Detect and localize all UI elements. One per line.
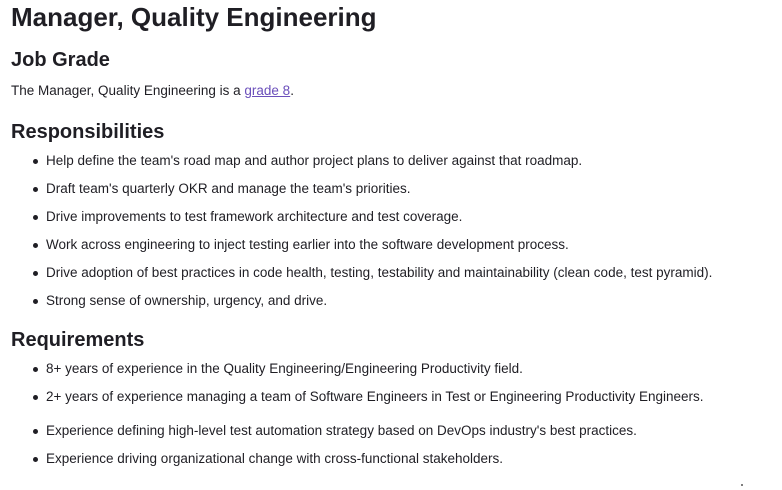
list-item-text: Experience defining high-level test automation strategy based on DevOps industry's best practices. (46, 423, 637, 438)
responsibilities-heading: Responsibilities (11, 121, 165, 143)
bullet-icon (33, 159, 38, 164)
list-item (33, 208, 773, 226)
list-item-text: 2+ years of experience managing a team of Software Engineers in Test or Engineering Productivity Engineers. (46, 389, 704, 404)
job-grade-text (11, 82, 294, 100)
list-item-text: Drive adoption of best practices in code health, testing, testability and maintainability (clean code, test pyramid). (46, 265, 713, 280)
responsibilities-list (33, 152, 773, 320)
bullet-icon (33, 215, 38, 220)
requirements-list (33, 360, 773, 478)
list-item (33, 152, 773, 170)
list-item (33, 236, 773, 254)
list-item (33, 388, 773, 406)
bullet-icon (33, 243, 38, 248)
job-grade-text-before: The Manager, Quality Engineering is a (11, 83, 245, 98)
bullet-icon (33, 187, 38, 192)
list-item-text: Drive improvements to test framework architecture and test coverage. (46, 209, 463, 224)
list-item (33, 292, 773, 310)
requirements-heading: Requirements (11, 329, 145, 351)
job-grade-heading: Job Grade (11, 49, 110, 71)
bullet-icon (33, 367, 38, 372)
page-title: Manager, Quality Engineering (11, 2, 377, 32)
bullet-icon (33, 299, 38, 304)
bullet-icon (33, 457, 38, 462)
list-item-text: Work across engineering to inject testing earlier into the software development process. (46, 237, 569, 252)
job-grade-text-after: . (290, 83, 294, 98)
list-item-text: Experience driving organizational change with cross-functional stakeholders. (46, 451, 504, 466)
list-item-text: 8+ years of experience in the Quality Engineering/Engineering Productivity field. (46, 361, 523, 376)
list-item-text: Strong sense of ownership, urgency, and drive. (46, 293, 328, 308)
list-item (33, 422, 773, 440)
bullet-icon (33, 271, 38, 276)
list-item (33, 450, 773, 468)
list-item-text: Draft team's quarterly OKR and manage the team's priorities. (46, 181, 411, 196)
bullet-icon (33, 395, 38, 400)
list-item (33, 264, 773, 282)
grade-link[interactable]: grade 8 (244, 83, 291, 98)
list-item-text: Help define the team's road map and author project plans to deliver against that roadmap. (46, 153, 583, 168)
bullet-icon (33, 429, 38, 434)
stray-dot (741, 484, 743, 486)
list-item (33, 360, 773, 378)
list-item (33, 180, 773, 198)
